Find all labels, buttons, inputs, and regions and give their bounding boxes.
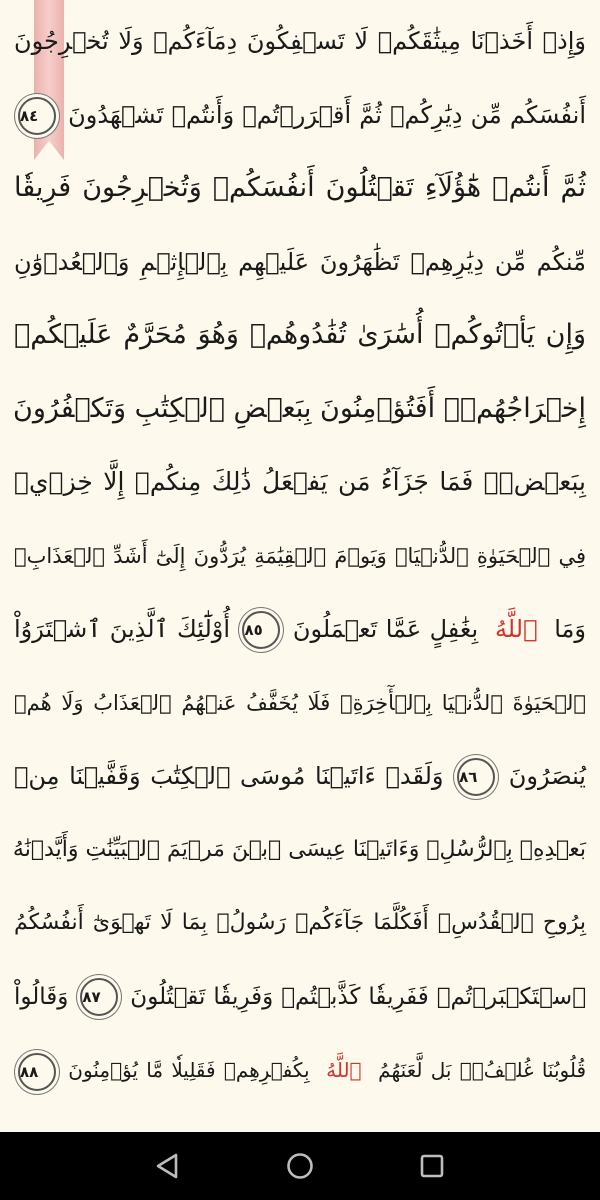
circle-home-icon (285, 1151, 315, 1181)
verse-text: فِي ٱلۡحَيَوٰةِ ٱلدُّنۡيَاۖ وَيَوۡمَ ٱلۡقِيَٰمَةِ يُرَدُّونَ إِلَىٰٓ أَشَدِّ ٱلۡعَذَابِۗ (14, 543, 586, 568)
text-line (14, 298, 586, 372)
verse-text: بِرُوحِ ٱلۡقُدُسِۗ أَفَكُلَّمَا جَآءَكُمۡ رَسُولُۢ بِمَا لَا تَهۡوَىٰٓ أَنفُسُكُمُ (14, 910, 586, 935)
triangle-back-icon (153, 1151, 183, 1181)
verse-text: وَإِن يَأۡتُوكُمۡ أُسَٰرَىٰ تُفَٰدُوهُمۡ وَهُوَ مُحَرَّمٌ عَلَيۡكُمۡ (14, 319, 586, 350)
verse-text: بِكُفۡرِهِمۡ فَقَلِيلٗا مَّا يُؤۡمِنُونَ (68, 1058, 318, 1082)
text-line (14, 78, 586, 152)
verse-text: بِغَٰفِلٍ عَمَّا تَعۡمَلُونَ (292, 615, 487, 643)
verse-text: ثُمَّ أَنتُمۡ هَٰٓؤُلَآءِ تَقۡتُلُونَ أَنفُسَكُمۡ وَتُخۡرِجُونَ فَرِيقٗا (14, 172, 586, 203)
text-line (14, 960, 586, 1034)
text-line (14, 813, 586, 887)
verse-text: وَلَقَدۡ ءَاتَيۡنَا مُوسَى ٱلۡكِتَٰبَ وَقَفَّيۡنَا مِنۢ (14, 762, 444, 790)
text-line (14, 445, 586, 519)
verse-text: وَإِذۡ أَخَذۡنَا مِيثَٰقَكُمۡ لَا تَسۡفِكُونَ دِمَآءَكُمۡ وَلَا تُخۡرِجُونَ (14, 27, 586, 55)
recents-button[interactable] (412, 1146, 452, 1186)
home-button[interactable] (280, 1146, 320, 1186)
text-line (14, 519, 586, 593)
ayah-number-marker[interactable]: ٨٥ (242, 611, 280, 649)
verse-text: مِّنكُم مِّن دِيَٰرِهِمۡ تَظَٰهَرُونَ عَلَيۡهِم بِٱلۡإِثۡمِ وَٱلۡعُدۡوَٰنِ (14, 247, 586, 276)
text-line (14, 739, 586, 813)
verse-text: يُنصَرُونَ (508, 762, 586, 790)
text-line (14, 151, 586, 225)
square-recents-icon (417, 1151, 447, 1181)
verse-text: بَعۡدِهِۦ بِٱلرُّسُلِۖ وَءَاتَيۡنَا عِيسَى ٱبۡنَ مَرۡيَمَ ٱلۡبَيِّنَٰتِ وَأَيَّدۡنَٰهُ (12, 836, 586, 862)
verse-text: قُلُوبُنَا غُلۡفُۢۚ بَل لَّعَنَهُمُ (369, 1058, 587, 1082)
divine-name: ٱللَّهُ (494, 615, 538, 643)
ayah-number-marker[interactable]: ٨٧ (80, 978, 118, 1016)
back-button[interactable] (148, 1146, 188, 1186)
text-line (14, 4, 586, 78)
android-navigation-bar (0, 1132, 600, 1200)
verse-text: وَمَا (545, 615, 586, 643)
verse-text: وَقَالُواْ (14, 983, 69, 1010)
verse-text: ٱسۡتَكۡبَرۡتُمۡ فَفَرِيقٗا كَذَّبۡتُمۡ وَفَرِيقٗا تَقۡتُلُونَ (130, 983, 586, 1010)
ayah-number-marker[interactable]: ٨٤ (18, 97, 56, 135)
text-line (14, 1033, 586, 1107)
text-line (14, 225, 586, 299)
text-line (14, 886, 586, 960)
ayah-number-marker[interactable]: ٨٦ (457, 758, 495, 796)
verse-text: إِخۡرَاجُهُمۡۚ أَفَتُؤۡمِنُونَ بِبَعۡضِ ٱلۡكِتَٰبِ وَتَكۡفُرُونَ (13, 392, 586, 424)
text-line (14, 666, 586, 740)
verse-text: بِبَعۡضٖۚ فَمَا جَزَآءُ مَن يَفۡعَلُ ذَٰلِكَ مِنكُمۡ إِلَّا خِزۡيٞ (14, 467, 586, 496)
divine-name: ٱللَّهُ (326, 1058, 362, 1082)
verse-text: أُوْلَٰٓئِكَ ٱلَّذِينَ ٱشۡتَرَوُاْ (14, 615, 231, 643)
text-line (14, 372, 586, 446)
ayah-number-marker[interactable]: ٨٨ (18, 1053, 56, 1091)
verse-text: ٱلۡحَيَوٰةَ ٱلدُّنۡيَا بِٱلۡأٓخِرَةِۖ فَلَا يُخَفَّفُ عَنۡهُمُ ٱلۡعَذَابُ وَلَا هُمۡ (14, 690, 586, 715)
text-line (14, 592, 586, 666)
verse-text: أَنفُسَكُم مِّن دِيَٰرِكُمۡ ثُمَّ أَقۡرَرۡتُمۡ وَأَنتُمۡ تَشۡهَدُونَ (68, 100, 586, 129)
